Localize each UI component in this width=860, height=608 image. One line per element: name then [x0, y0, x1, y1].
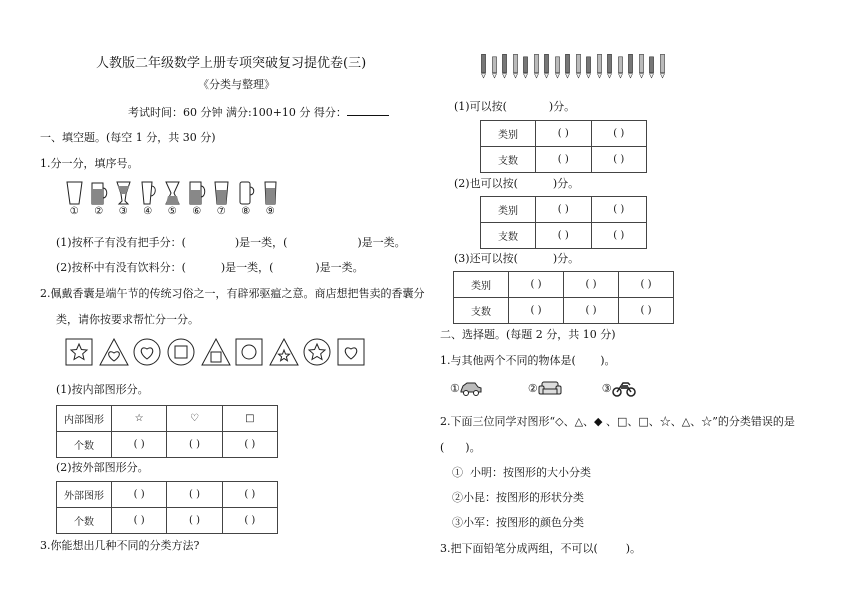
- option-number[interactable]: ③: [601, 381, 612, 395]
- table-cell: 类别: [481, 197, 536, 223]
- cup-number: ③: [118, 206, 128, 217]
- table-row: [454, 272, 674, 298]
- answer-cell[interactable]: ( ): [222, 482, 277, 508]
- table-row: [481, 197, 647, 223]
- pencils-row: [481, 52, 670, 80]
- answer-cell[interactable]: ( ): [509, 298, 564, 324]
- pencil-icon: [660, 52, 665, 80]
- option-number[interactable]: ②: [527, 381, 538, 395]
- sofa-icon[interactable]: [538, 380, 562, 396]
- page-title: 人教版二年级数学上册专项突破复习提优卷(三): [96, 56, 367, 71]
- circle-heart-icon: [133, 338, 161, 366]
- s2-q1-options: [450, 379, 636, 397]
- q3-table3: [453, 271, 674, 324]
- pencil-icon: [618, 52, 623, 80]
- inner-shape-table: [56, 405, 278, 458]
- triangle-square-icon: [201, 338, 231, 366]
- page-subtitle: 《分类与整理》: [198, 78, 275, 91]
- section1-heading: 一、填空题。(每空 1 分，共 30 分): [40, 131, 216, 144]
- q1-part2[interactable]: (2)按杯中有没有饮料分：( )是一类，( )是一类。: [56, 261, 364, 274]
- answer-cell[interactable]: ( ): [509, 272, 564, 298]
- cup-number: ④: [143, 206, 153, 217]
- q3-part3-label[interactable]: (3)还可以按( )分。: [454, 252, 580, 265]
- s2-q2-prompt-line2[interactable]: ( )。: [440, 441, 481, 454]
- table-cell: 支数: [481, 147, 536, 173]
- answer-cell[interactable]: ( ): [222, 432, 277, 458]
- answer-cell[interactable]: ( ): [564, 272, 619, 298]
- q2-part2-label: (2)按外部图形分。: [56, 461, 149, 474]
- table-header-cell: ☆: [112, 406, 167, 432]
- pencil-icon: [597, 52, 602, 80]
- q3-table1: [480, 120, 647, 173]
- pencil-icon: [607, 52, 612, 80]
- table-cell: 个数: [57, 508, 112, 534]
- answer-cell[interactable]: ( ): [112, 432, 167, 458]
- q2-prompt-line1: 2.佩戴香囊是端午节的传统习俗之一，有辟邪驱瘟之意。商店想把售卖的香囊分: [40, 287, 425, 300]
- section2-heading: 二、选择题。(每题 2 分，共 10 分): [440, 328, 616, 341]
- table-cell: 个数: [57, 432, 112, 458]
- pencil-icon: [492, 52, 497, 80]
- answer-cell[interactable]: ( ): [591, 121, 647, 147]
- table-cell: 支数: [481, 223, 536, 249]
- answer-cell[interactable]: ( ): [591, 223, 647, 249]
- answer-cell[interactable]: ( ): [167, 482, 222, 508]
- table-header-cell: ♡: [167, 406, 222, 432]
- mug-with-handle-icon: [91, 181, 108, 205]
- s2-q2-option1[interactable]: ① 小明：按图形的大小分类: [452, 466, 591, 479]
- answer-cell[interactable]: ( ): [222, 508, 277, 534]
- q1-part1[interactable]: (1)按杯子有没有把手分：( )是一类，( )是一类。: [56, 236, 406, 249]
- square-heart-icon: [337, 338, 365, 366]
- pencil-icon: [534, 52, 539, 80]
- tumbler-icon: [213, 181, 230, 205]
- q2-prompt-line2: 类，请你按要求帮忙分一分。: [56, 313, 199, 326]
- answer-cell[interactable]: ( ): [536, 121, 592, 147]
- q1-prompt: 1.分一分，填序号。: [40, 157, 139, 170]
- s2-q1-prompt: 1.与其他两个不同的物体是( )。: [440, 354, 616, 367]
- table-row: [57, 406, 278, 432]
- q3-table2: [480, 196, 647, 249]
- exam-info: [128, 104, 389, 120]
- table-cell: 类别: [454, 272, 509, 298]
- answer-cell[interactable]: ( ): [167, 508, 222, 534]
- answer-cell[interactable]: ( ): [536, 147, 592, 173]
- pencil-icon: [481, 52, 486, 80]
- pencil-icon: [576, 52, 581, 80]
- table-cell: 支数: [454, 298, 509, 324]
- pencil-icon: [649, 52, 654, 80]
- triangle-heart-icon: [99, 338, 129, 366]
- outer-shape-table: [56, 481, 278, 534]
- table-row: [57, 508, 278, 534]
- q3-prompt: 3.你能想出几种不同的分类方法?: [40, 539, 200, 552]
- hourglass-glass-icon: [164, 181, 181, 205]
- cup-number: ⑨: [265, 206, 275, 217]
- cup-number: ⑥: [192, 206, 202, 217]
- s2-q2-option2[interactable]: ②小昆：按图形的形状分类: [452, 491, 584, 504]
- q3-part1-label[interactable]: (1)可以按( )分。: [454, 100, 576, 113]
- cup-numbers: [62, 206, 283, 217]
- table-header-cell: 内部图形: [57, 406, 112, 432]
- cup-number: ⑦: [216, 206, 226, 217]
- table-header-cell: □: [222, 406, 277, 432]
- answer-cell[interactable]: ( ): [591, 147, 647, 173]
- table-row: [481, 121, 647, 147]
- beer-mug-icon: [189, 181, 206, 205]
- table-row: [454, 298, 674, 324]
- cup-number: ①: [69, 206, 79, 217]
- option-number[interactable]: ①: [450, 381, 460, 395]
- cups-row: [66, 181, 287, 205]
- car-icon[interactable]: [460, 380, 482, 396]
- cup-number: ⑤: [167, 206, 177, 217]
- cup-with-handle-icon: [140, 181, 157, 205]
- table-row: [481, 223, 647, 249]
- tall-glass-icon: [262, 181, 279, 205]
- sachet-shapes: [65, 338, 365, 366]
- answer-cell[interactable]: ( ): [619, 298, 674, 324]
- handled-cup-icon: [238, 181, 255, 205]
- s2-q2-prompt-line1: 2.下面三位同学对图形“◇、△、◆ 、□、□、☆、△、☆”的分类错误的是: [440, 415, 795, 428]
- glass-icon: [66, 181, 83, 205]
- answer-cell[interactable]: ( ): [619, 272, 674, 298]
- pencil-icon: [523, 52, 528, 80]
- circle-square-icon: [167, 338, 195, 366]
- pencil-icon: [513, 52, 518, 80]
- cup-number: ⑧: [241, 206, 251, 217]
- answer-cell[interactable]: ( ): [167, 432, 222, 458]
- table-row: [57, 482, 278, 508]
- table-header-cell: 外部图形: [57, 482, 112, 508]
- answer-cell[interactable]: ( ): [112, 508, 167, 534]
- answer-cell[interactable]: ( ): [536, 197, 592, 223]
- exam-info-text: 考试时间：60 分钟 满分:100+10 分 得分：: [128, 106, 347, 119]
- circle-star-icon: [303, 338, 331, 366]
- answer-cell[interactable]: ( ): [564, 298, 619, 324]
- s2-q3-prompt: 3.把下面铅笔分成两组，不可以( )。: [440, 542, 642, 555]
- q2-part1-label: (1)按内部图形分。: [56, 383, 149, 396]
- goblet-icon: [115, 181, 132, 205]
- table-cell: 类别: [481, 121, 536, 147]
- pencil-icon: [565, 52, 570, 80]
- triangle-star-icon: [269, 338, 299, 366]
- answer-cell[interactable]: ( ): [591, 197, 647, 223]
- answer-cell[interactable]: ( ): [536, 223, 592, 249]
- score-field[interactable]: [347, 105, 389, 116]
- pencil-icon: [502, 52, 507, 80]
- motorcycle-icon[interactable]: [612, 379, 636, 397]
- pencil-icon: [555, 52, 560, 80]
- pencil-icon: [639, 52, 644, 80]
- table-row: [57, 432, 278, 458]
- answer-cell[interactable]: ( ): [112, 482, 167, 508]
- square-star-icon: [65, 338, 93, 366]
- pencil-icon: [628, 52, 633, 80]
- square-circle-icon: [235, 338, 263, 366]
- s2-q2-option3[interactable]: ③小军：按图形的颜色分类: [452, 516, 584, 529]
- cup-number: ②: [94, 206, 104, 217]
- table-row: [481, 147, 647, 173]
- q3-part2-label[interactable]: (2)也可以按( )分。: [454, 177, 580, 190]
- pencil-icon: [586, 52, 591, 80]
- pencil-icon: [544, 52, 549, 80]
